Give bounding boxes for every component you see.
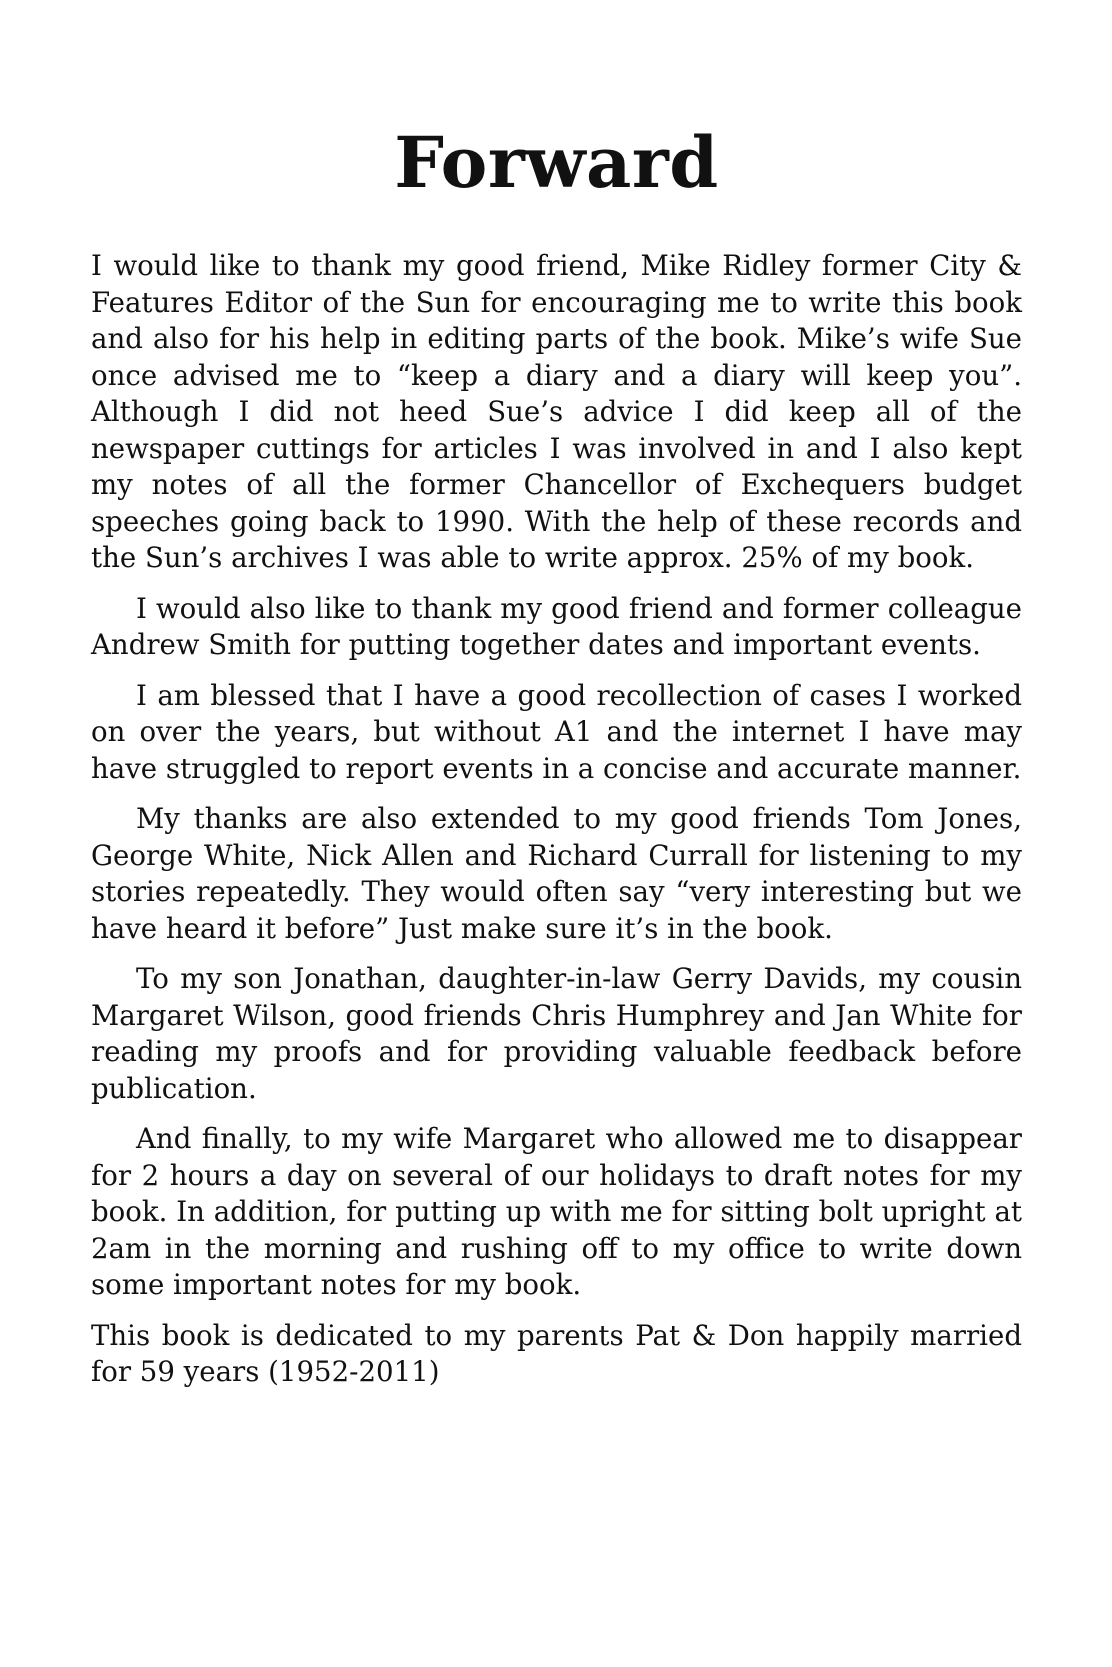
paragraph-acknowledgement-friends: My thanks are also extended to my good friends Tom Jones, George White, Nick Allen and Richard Currall for listening to my stories repeatedly. They would often say “very interesting but we have heard it before” Just make sure it’s in the book.	[91, 802, 1022, 945]
paragraph-acknowledgement-andrew-smith: I would also like to thank my good friend and former colleague Andrew Smith for putting together dates and important events.	[91, 591, 1022, 661]
page-title: Forward	[394, 121, 719, 204]
paragraph-recollection: I am blessed that I have a good recollection of cases I worked on over the years, but without A1 and the internet I have may have struggled to report events in a concise and accurate manner.	[91, 678, 1022, 785]
paragraph-acknowledgement-wife: And finally, to my wife Margaret who allowed me to disappear for 2 hours a day on several of our holidays to draft notes for my book. In addition, for putting up with me for sitting bolt upright at 2am in the morning and rushing off to my office to write down some important notes for my book.	[91, 1122, 1022, 1301]
paragraph-acknowledgement-family: To my son Jonathan, daughter-in-law Gerry Davids, my cousin Margaret Wilson, good friends Chris Humphrey and Jan White for reading my proofs and for providing valuable feedback before publication.	[91, 962, 1022, 1105]
paragraph-dedication: This book is dedicated to my parents Pat & Don happily married for 59 years (1952-2011)	[91, 1318, 1022, 1388]
document-page	[91, 118, 1022, 1405]
paragraph-acknowledgement-mike-ridley: I would like to thank my good friend, Mike Ridley former City & Features Editor of the Sun for encouraging me to write this book and also for his help in editing parts of the book. Mike’s wife Sue once advised me to “keep a diary and a diary will keep you”. Although I did not heed Sue’s advice I did keep all of the newspaper cuttings for articles I was involved in and I also kept my notes of all the former Chancellor of Exchequers budget speeches going back to 1990. With the help of these records and the Sun’s archives I was able to write approx. 25% of my book.	[91, 249, 1022, 574]
